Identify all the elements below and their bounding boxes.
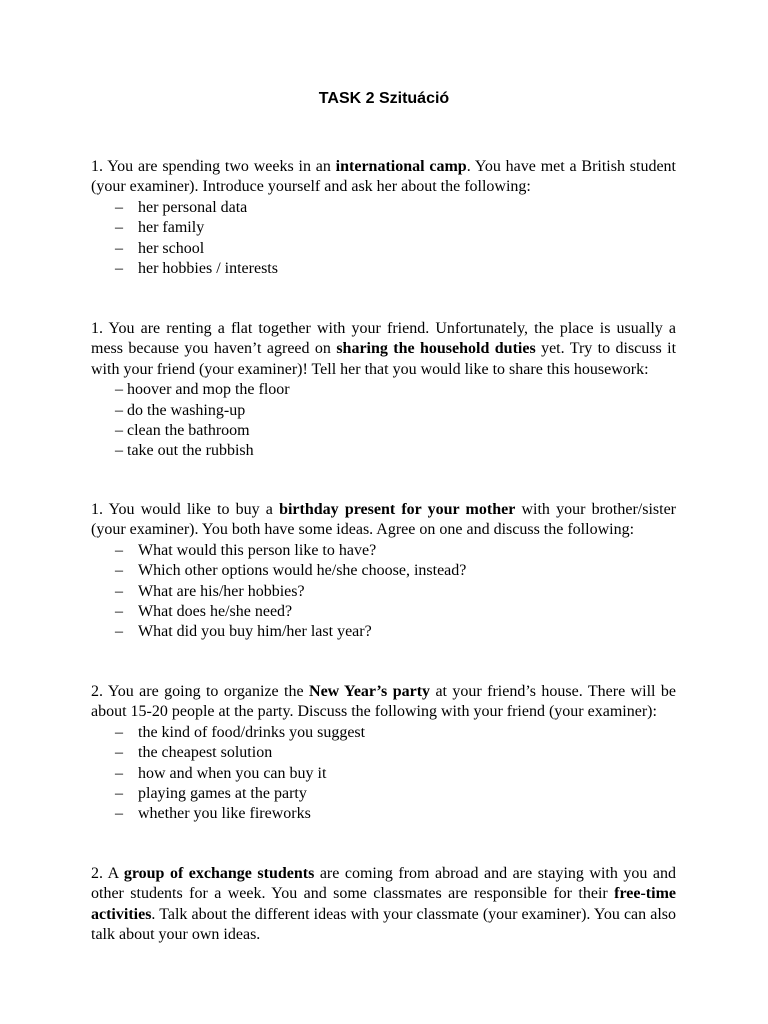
list-item-text: how and when you can buy it — [138, 764, 327, 782]
list-item — [91, 561, 676, 581]
paragraph-text: 1. You are renting a flat together with your friend. Unfortunately, the place is usually a mess because you haven’t agreed on — [91, 320, 676, 358]
list-dash: – — [115, 582, 123, 600]
list-item — [91, 723, 676, 743]
list-item — [91, 218, 676, 238]
list-dash: – — [115, 562, 123, 580]
list-item-text: What did you buy him/her last year? — [138, 623, 372, 641]
list-item — [91, 743, 676, 763]
list-dash: – — [115, 219, 123, 237]
list-item-text: do the washing-up — [127, 401, 246, 419]
list-dash: – — [115, 239, 123, 257]
paragraph-text: . Talk about the different ideas with your classmate (your examiner). You can also talk about your own ideas. — [91, 905, 676, 944]
list-item-text: take out the rubbish — [127, 442, 254, 460]
paragraph-keyword: free-time activities — [91, 885, 676, 923]
list-dash: – — [115, 442, 127, 460]
paragraph-text: . You have met a British student (your examiner). Introduce yourself and ask her about the following: — [91, 158, 676, 196]
list-item — [91, 239, 676, 259]
task-section-household-duties — [91, 319, 676, 462]
list-item-text: hoover and mop the floor — [127, 381, 290, 399]
paragraph-keyword: sharing the household duties — [336, 340, 536, 358]
list-item-text: clean the bathroom — [127, 422, 250, 440]
paragraph-keyword: New Year’s party — [309, 683, 431, 700]
task-list — [91, 723, 676, 825]
list-item-text: her personal data — [138, 198, 248, 216]
list-dash: – — [115, 764, 123, 782]
list-item — [91, 259, 676, 279]
list-item — [91, 764, 676, 784]
list-item-text: the kind of food/drinks you suggest — [138, 723, 366, 741]
list-item — [91, 441, 676, 461]
task-list — [91, 380, 676, 462]
list-item-text: Which other options would he/she choose, instead? — [138, 562, 467, 580]
list-dash: – — [115, 603, 123, 621]
task-paragraph — [91, 319, 676, 380]
list-dash: – — [115, 381, 127, 399]
list-item — [91, 582, 676, 602]
paragraph-text: 2. A — [91, 865, 124, 882]
list-dash: – — [115, 198, 123, 216]
task-section-exchange-students — [91, 864, 676, 946]
list-dash: – — [115, 401, 127, 419]
page-title: TASK 2 Szituáció — [318, 90, 450, 107]
list-dash: – — [115, 744, 123, 762]
list-item — [91, 401, 676, 421]
list-dash: – — [115, 623, 123, 641]
list-item — [91, 602, 676, 622]
list-item — [91, 541, 676, 561]
list-item-text: playing games at the party — [138, 785, 307, 803]
paragraph-keyword: group of exchange students — [123, 865, 315, 882]
paragraph-keyword: birthday present for your mother — [279, 501, 516, 518]
task-list — [91, 541, 676, 643]
list-item — [91, 804, 676, 824]
paragraph-text: 1. You would like to buy a — [91, 501, 280, 518]
list-dash: – — [115, 785, 123, 803]
list-dash: – — [115, 260, 123, 278]
paragraph-text: 2. You are going to organize the — [91, 683, 310, 700]
list-dash: – — [115, 723, 123, 741]
list-item — [91, 622, 676, 642]
paragraph-text: are coming from abroad and are staying with you and other students for a week. You and some classmates are responsible for their — [91, 865, 676, 903]
paragraph-text: with your brother/sister (your examiner). You both have some ideas. Agree on one and discuss the following: — [91, 501, 676, 539]
paragraph-text: yet. Try to discuss it with your friend (your examiner)! Tell her that you would like to share this housework: — [91, 340, 677, 378]
list-item-text: her school — [138, 239, 205, 257]
list-dash: – — [115, 541, 123, 559]
paragraph-keyword: international camp — [335, 158, 467, 175]
list-item-text: What does he/she need? — [138, 603, 293, 621]
list-item-text: What would this person like to have? — [138, 541, 377, 559]
list-dash: – — [115, 422, 127, 440]
list-item — [91, 421, 676, 441]
task-list — [91, 198, 676, 280]
list-dash: – — [115, 805, 123, 823]
list-item-text: the cheapest solution — [138, 744, 273, 762]
list-item — [91, 198, 676, 218]
list-item-text: her family — [138, 219, 205, 237]
list-item — [91, 784, 676, 804]
list-item-text: What are his/her hobbies? — [138, 582, 305, 600]
list-item — [91, 380, 676, 400]
task-section-international-camp — [91, 157, 676, 279]
task-section-new-years-party — [91, 682, 676, 825]
paragraph-text: at your friend’s house. There will be about 15-20 people at the party. Discuss the following with your friend (your examiner): — [91, 683, 677, 721]
task-paragraph — [91, 157, 676, 198]
task-section-birthday-present — [91, 500, 676, 643]
paragraph-text: 1. You are spending two weeks in an — [91, 158, 336, 175]
list-item-text: her hobbies / interests — [138, 260, 278, 278]
task-paragraph — [91, 500, 676, 541]
task-paragraph — [91, 864, 676, 946]
list-item-text: whether you like fireworks — [138, 805, 311, 823]
task-paragraph — [91, 682, 676, 723]
